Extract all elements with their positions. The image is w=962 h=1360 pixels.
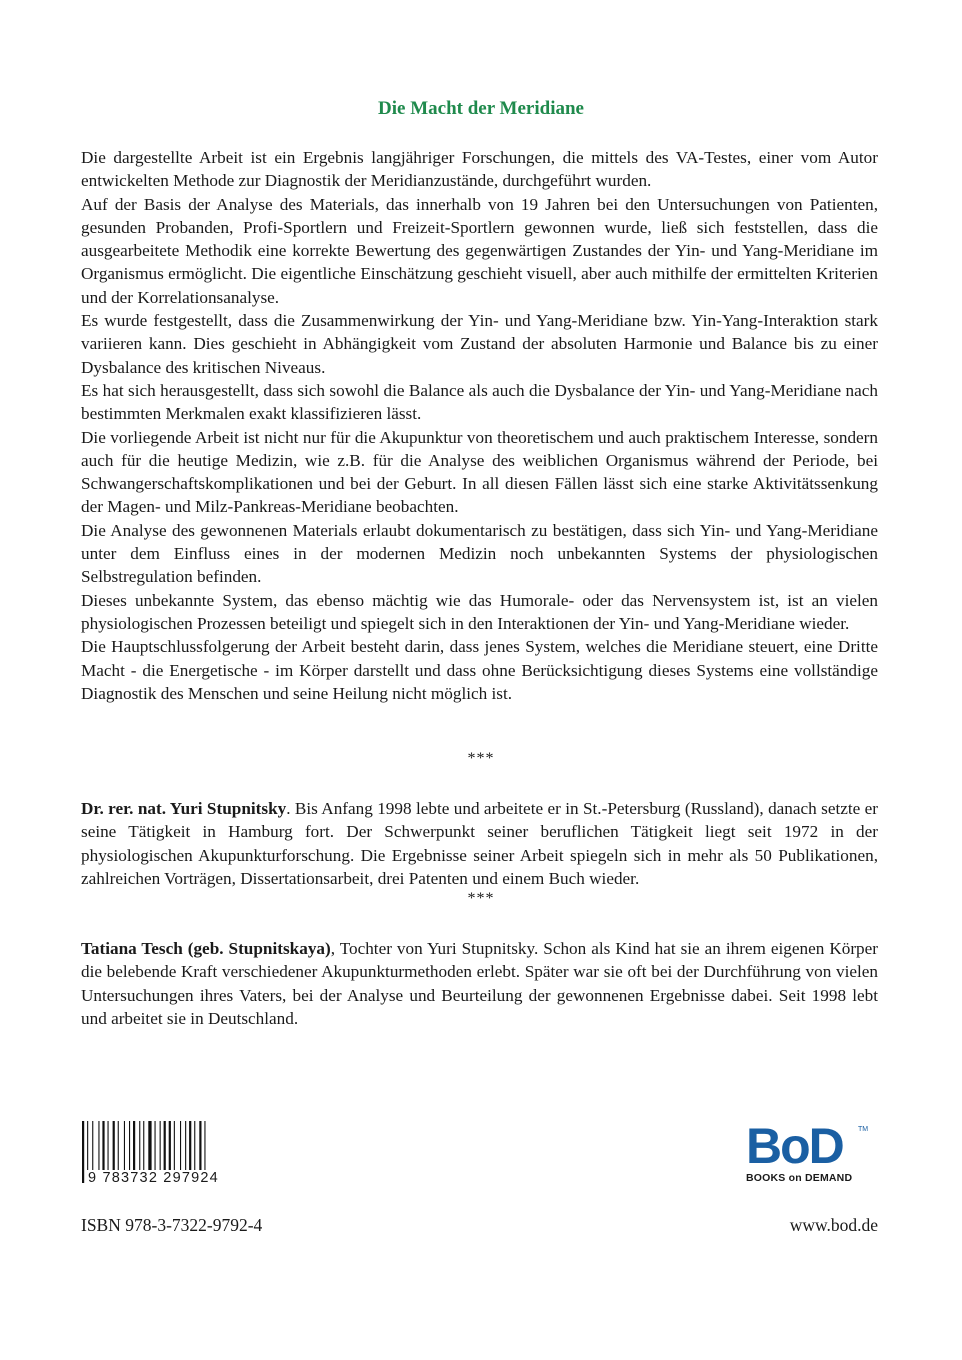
bod-logo-mark: BoD xyxy=(746,1118,843,1174)
author-name-yuri: Dr. rer. nat. Yuri Stupnitsky xyxy=(81,799,287,818)
blurb-paragraph: Die Analyse des gewonnenen Materials erlaubt dokumentarisch zu bestätigen, dass sich Yin- und Yang-Meridiane unter dem Einfluss eines in der modernen Medizin noch unbekannten Systems der physiologischen Selbstregulation befinden. xyxy=(81,520,878,587)
separator-stars: *** xyxy=(467,750,495,767)
publisher-tagline: BOOKS on DEMAND xyxy=(746,1172,853,1184)
author-bio-tatiana xyxy=(81,937,878,1030)
blurb-paragraph: Auf der Basis der Analyse des Materials, das innerhalb von 19 Jahren bei den Untersuchungen von Patienten, gesunden Probanden, Profi-Sportlern und Freizeit-Sportlern gewonnen wurde, ließ sich feststellen, dass die ausgearbeitete Methodik eine korrekte Bewertung des gegenwärtigen Zustandes der Yin- und Yang-Meridiane im Organismus ermöglicht. Die eigentliche Einschätzung geschieht visuell, aber auch mithilfe der ermittelten Kriterien und der Korrelationsanalyse. xyxy=(81,194,878,307)
barcode-bar xyxy=(82,1121,84,1183)
blurb-paragraph: Dieses unbekannte System, das ebenso mächtig wie das Humorale- oder das Nervensystem ist, ist an vielen physiologischen Prozessen beteiligt und spiegelt sich in den Interaktionen der Yin- und Yang-Meridiane wieder. xyxy=(81,590,878,633)
author-bio-text-tatiana: , Tochter von Yuri Stupnitsky. Schon als Kind hat sie an ihrem eigenen Körper die belebende Kraft verschiedener Akupunkturmethoden erlebt. Später war sie oft bei der Durchführung von vielen Untersuchungen ihres Vaters, bei der Analyse und Beurteilung der gewonnenen Ergebnisse dabei. Seit 1998 lebt und arbeitet sie in Deutschland. xyxy=(81,939,878,1028)
author-name-tatiana: Tatiana Tesch (geb. Stupnitskaya) xyxy=(81,939,331,958)
author-bio-yuri xyxy=(81,797,878,890)
book-title: Die Macht der Meridiane xyxy=(378,98,584,119)
blurb-paragraph: Es hat sich herausgestellt, dass sich sowohl die Balance als auch die Dysbalance der Yin- und Yang-Meridiane nach bestimmten Merkmalen exakt klassifizieren lässt. xyxy=(81,380,878,424)
blurb-paragraph: Die Hauptschlussfolgerung der Arbeit besteht darin, dass jenes System, welches die Meridiane steuert, eine Dritte Macht - die Energetische - im Körper darstellt und dass ohne Berücksichtigung dieses Systems eine vollständige Diagnostik des Menschen und seine Heilung nicht möglich ist. xyxy=(81,637,878,703)
separator-stars: *** xyxy=(467,890,495,907)
blurb-text xyxy=(81,146,878,705)
blurb-paragraph: Es wurde festgestellt, dass die Zusammenwirkung der Yin- und Yang-Meridiane bzw. Yin-Yang-Interaktion stark variieren kann. Dies geschieht in Abhängigkeit vom Zustand der absoluten Harmonie und Balance bis zu einer Dysbalance des kritischen Niveaus. xyxy=(81,311,878,377)
blurb-paragraph: Die vorliegende Arbeit ist nicht nur für die Akupunktur von theoretischem und auch praktischem Interesse, sondern auch für die heutige Medizin, wie z.B. für die Analyse des weiblichen Organismus während der Periode, bei Schwangerschaftskomplikationen und bei der Geburt. In all diesen Fällen lässt sich eine starke Aktivitätssenkung der Magen- und Milz-Pankreas-Meridiane beobachten. xyxy=(81,427,878,517)
trademark-label: TM xyxy=(858,1126,869,1133)
isbn-number: ISBN 978-3-7322-9792-4 xyxy=(81,1215,263,1235)
publisher-url: www.bod.de xyxy=(789,1215,878,1235)
barcode-digits: 9 783732 297924 xyxy=(88,1170,219,1186)
blurb-paragraph: Die dargestellte Arbeit ist ein Ergebnis langjähriger Forschungen, die mittels des VA-Testes, einer vom Autor entwickelten Methode zur Diagnostik der Meridianzustände, durchgeführt wurden. xyxy=(81,148,878,191)
publisher-logo xyxy=(746,1118,869,1188)
author-bio-text-yuri: . Bis Anfang 1998 lebte und arbeitete er in St.-Petersburg (Russland), danach setzte er seine Tätigkeit in Hamburg fort. Der Schwerpunkt seiner beruflichen Tätigkeit liegt seit 1972 in der physiologischen Akupunkturforschung. Die Ergebnisse seiner Arbeit spiegeln sich in mehr als 50 Publikationen, zahlreichen Vorträgen, Dissertationsarbeit, drei Patenten und einem Buch wieder. xyxy=(81,799,878,888)
